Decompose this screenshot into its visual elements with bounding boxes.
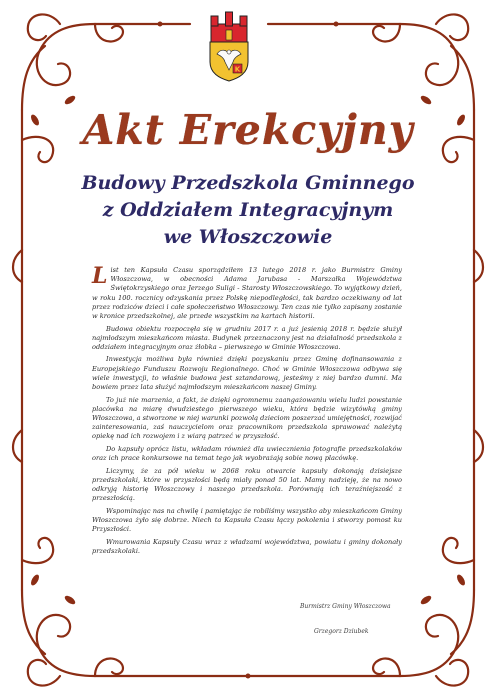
subtitle-line: Budowy Przedszkola Gminnego <box>81 172 415 194</box>
paragraph: Wmurowania Kapsuły Czasu wraz z władzami województwa, powiatu i gminy dokonały przedszkolaki. <box>92 537 402 555</box>
document-title: Akt Erekcyjny <box>82 106 414 154</box>
paragraph: Budowa obiektu rozpoczęła się w grudniu 2017 r. a już jesienią 2018 r. będzie służył najmłodszym mieszkańcom miasta. Budynek przeznaczony jest na działalność przedszkola z oddziałem integracyjnym oraz żłobka – pierwszego w Gminie Włoszczowa. <box>92 324 402 351</box>
paragraph: Wspominając nas na chwilę i pamiętając że robiliśmy wszystko aby mieszkańcom Gminy Włoszczowa żyło się dobrze. Niech ta Kapsuła Czasu łączy pokolenia i stworzy pomost ku Przyszłości. <box>92 506 402 534</box>
signature-role: Burmistrz Gminy Włoszczowa <box>300 603 391 610</box>
coat-of-arms-emblem <box>207 10 251 82</box>
paragraph <box>92 263 402 321</box>
drop-cap: L <box>92 263 108 289</box>
letter-body <box>92 263 402 559</box>
svg-text:K: K <box>234 65 241 74</box>
paragraph: To już nie marzenia, a fakt, że dzięki ogromnemu zaangażowaniu wielu ludzi powstanie placówka na miarę dwudziestego pierwszego wieku, która będzie wizytówką gminy Włoszczowa, a stworzone w niej warunki pozwolą dzieciom poszerzać umiejętności, rozwijać zainteresowania, zaś nauczycielom oraz pracownikom przedszkola sprawować należytą opiekę nad ich rozwojem i z wiarą patrzeć w przyszłość. <box>92 395 402 441</box>
paragraph: Liczymy, że za pół wieku w 2068 roku otwarcie kapsuły dokonają dzisiejsze przedszkolaki, które w przyszłości będą miały ponad 50 lat. Mamy nadzieję, że na nowo odkryją historię Włoszczowy i naszego przedszkola. Porównają ich teraźniejszość z przeszłością. <box>92 466 402 503</box>
paragraph-text: ist ten Kapsuła Czasu sporządziłem 13 lutego 2018 r. jako Burmistrz Gminy Włoszczowa, w obecności Adama Jarubasa - Marszałka Województwa Świętokrzyskiego oraz Jerzego Suligi - Starosty Włoszczowskiego. To wyjątkowy dzień, w roku 100. rocznicy odzyskania przez Polskę niepodległości, tak bardzo oczekiwany od lat przez rodziców dzieci i całe społeczeństwo Włoszczowy. Ten czas nie tylko zapisany zostanie w kronice przedszkolnej, ale przede wszystkim na kartach historii. <box>92 266 402 321</box>
document-subtitle <box>0 170 496 251</box>
paragraph: Do kapsuły oprócz listu, wkładam również dla uwiecznienia fotografie przedszkolaków oraz ich prace konkursowe na temat tego jak wyobrażają sobie nową placówkę. <box>92 444 402 463</box>
subtitle-line: z Oddziałem Integracyjnym <box>102 199 394 221</box>
signature-name: Grzegorz Dziubek <box>314 628 369 635</box>
subtitle-line: we Włoszczowie <box>163 226 333 248</box>
paragraph: Inwestycja możliwa była również dzięki pozyskaniu przez Gminę dofinansowania z Europejskiego Funduszu Rozwoju Regionalnego. Choć w Gminie Włoszczowa odbywa się wiele inwestycji, to właśnie budowa jest sztandarową, jesteśmy z niej bardzo dumni. Ma bowiem przez lata służyć najmłodszym mieszkańcom naszej Gminy. <box>92 355 402 392</box>
